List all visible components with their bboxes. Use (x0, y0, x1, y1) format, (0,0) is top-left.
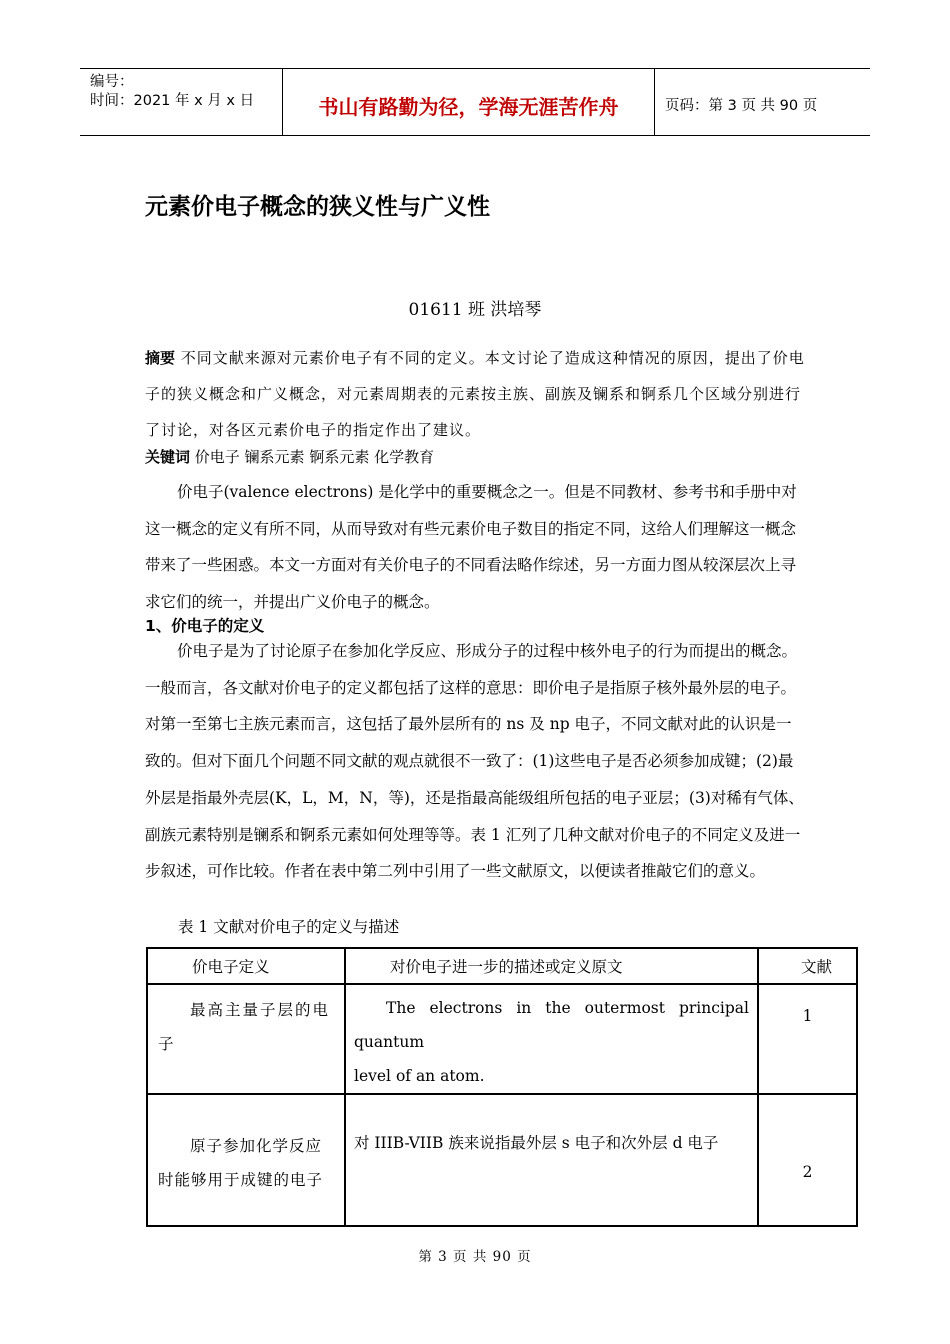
table-row (147, 984, 857, 1094)
header-page-info: 页码：第 3 页 共 90 页 (665, 97, 818, 114)
header-meta (80, 69, 282, 135)
page-header (80, 68, 870, 136)
table-header-definition: 价电子定义 (147, 948, 345, 984)
table-header-row (147, 948, 857, 984)
section-1-body: 价电子是为了讨论原子在参加化学反应、形成分子的过程中核外电子的行为而提出的概念。一般而言，各文献对价电子的定义都包括了这样的意思：即价电子是指原子核外最外层的电子。对第一至第七主族元素而言，这包括了最外层所有的 ns 及 np 电子，不同文献对此的认识是一致的。但对下面几个问题不同文献的观点就很不一致了：(1)这些电子是否必须参加成键；(2)最外层是指最外壳层(K，L，M，N，等)，还是指最高能级组所包括的电子亚层；(3)对稀有气体、副族元素特别是镧系和锕系元素如何处理等等。表 1 汇列了几种文献对价电子的不同定义及进一步叙述，可作比较。作者在表中第二列中引用了一些文献原文，以便读者推敲它们的意义。 (145, 642, 804, 881)
abstract (145, 340, 807, 448)
header-number-label: 编号： (90, 74, 134, 90)
table-1 (146, 947, 858, 1227)
table-cell-description (345, 984, 758, 1094)
table-cell-definition: 最高主量子层的电子 (147, 984, 345, 1094)
header-time-label: 时间：2021 年 x 月 x 日 (90, 93, 255, 109)
header-motto: 书山有路勤为径，学海无涯苦作舟 (282, 69, 655, 135)
section-1-heading: 1、价电子的定义 (145, 617, 265, 635)
table-cell-description-line: The electrons in the outermost principal quantum (354, 999, 749, 1051)
table-row (147, 1094, 857, 1226)
keywords-text: 价电子 镧系元素 锕系元素 化学教育 (190, 448, 435, 466)
table-header-reference: 文献 (758, 948, 857, 984)
table-cell-definition: 原子参加化学反应时能够用于成键的电子 (147, 1094, 345, 1226)
document-author: 01611 班 洪培琴 (408, 300, 542, 320)
document-title: 元素价电子概念的狭义性与广义性 (145, 194, 490, 220)
table-cell-description-line: level of an atom. (354, 1067, 485, 1085)
intro-paragraph: 价电子(valence electrons) 是化学中的重要概念之一。但是不同教材、参考书和手册中对这一概念的定义有所不同，从而导致对有些元素价电子数目的指定不同，这给人们理解这一概念带来了一些困惑。本文一方面对有关价电子的不同看法略作综述，另一方面力图从较深层次上寻求它们的统一，并提出广义价电子的概念。 (145, 483, 797, 612)
page-footer: 第 3 页 共 90 页 (418, 1249, 532, 1265)
keywords-label: 关键词 (145, 448, 191, 466)
table-cell-reference: 2 (758, 1094, 857, 1226)
table-1-caption: 表 1 文献对价电子的定义与描述 (178, 918, 400, 936)
table-cell-reference: 1 (758, 984, 857, 1094)
table-header-description: 对价电子进一步的描述或定义原文 (345, 948, 758, 984)
abstract-label: 摘要 (145, 349, 176, 367)
abstract-text: 不同文献来源对元素价电子有不同的定义。本文讨论了造成这种情况的原因，提出了价电子的狭义概念和广义概念，对元素周期表的元素按主族、副族及镧系和锕系几个区域分别进行了讨论，对各区元素价电子的指定作出了建议。 (145, 349, 805, 439)
keywords (145, 440, 807, 474)
table-cell-description: 对 IIIB-VIIB 族来说指最外层 s 电子和次外层 d 电子 (345, 1094, 758, 1226)
